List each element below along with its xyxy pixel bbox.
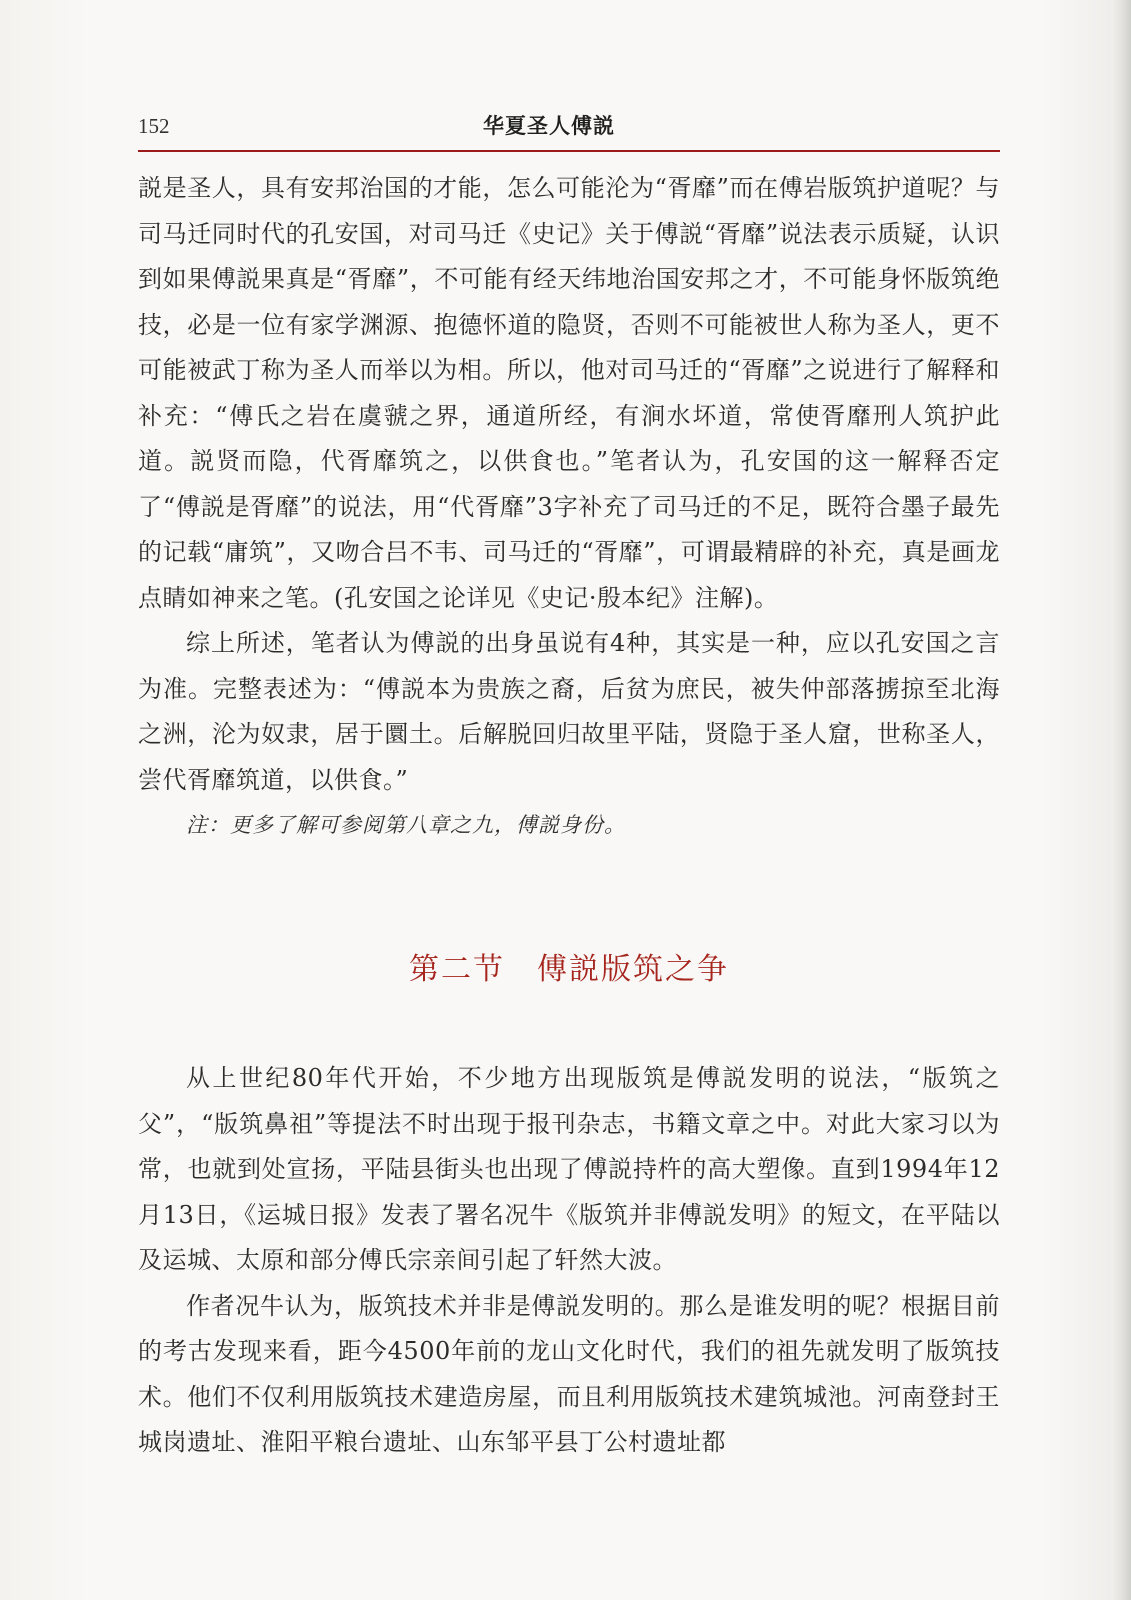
paragraph: 作者况牛认为，版筑技术并非是傅説发明的。那么是谁发明的呢？根据目前的考古发现来看，距今4500年前的龙山文化时代，我们的祖先就发明了版筑技术。他们不仅利用版筑技术建造房屋，而且利用版筑技术建筑城池。河南登封王城岗遗址、淮阳平粮台遗址、山东邹平县丁公村遗址都	[138, 1291, 1000, 1456]
body-text	[138, 166, 1000, 847]
page-number: 152	[138, 114, 170, 138]
paragraph: 从上世纪80年代开始，不少地方出现版筑是傅説发明的说法，“版筑之父”，“版筑鼻祖”等提法不时出现于报刊杂志，书籍文章之中。对此大家习以为常，也就到处宣扬，平陆县街头也出现了傅説持杵的高大塑像。直到1994年12月13日，《运城日报》发表了署名况牛《版筑并非傅説发明》的短文，在平陆以及运城、太原和部分傅氏宗亲间引起了轩然大波。	[138, 1064, 1000, 1274]
header-rule	[138, 150, 1000, 152]
paragraph: 説是圣人，具有安邦治国的才能，怎么可能沦为“胥靡”而在傅岩版筑护道呢？与司马迁同时代的孔安国，对司马迁《史记》关于傅説“胥靡”说法表示质疑，认识到如果傅説果真是“胥靡”，不可能有经天纬地治国安邦之才，不可能身怀版筑绝技，必是一位有家学渊源、抱德怀道的隐贤，否则不可能被世人称为圣人，更不可能被武丁称为圣人而举以为相。所以，他对司马迁的“胥靡”之说进行了解释和补充：“傅氏之岩在虞虢之界，通道所经，有涧水坏道，常使胥靡刑人筑护此道。説贤而隐，代胥靡筑之，以供食也。”笔者认为，孔安国的这一解释否定了“傅説是胥靡”的说法，用“代胥靡”3字补充了司马迁的不足，既符合墨子最先的记载“庸筑”，又吻合吕不韦、司马迁的“胥靡”，可谓最精辟的补充，真是画龙点睛如神来之笔。(孔安国之论详见《史记·殷本纪》注解)。	[138, 174, 1000, 612]
note: 注：更多了解可参阅第八章之九，傅説身份。	[186, 813, 626, 837]
section-title: 第二节 傅説版筑之争	[409, 952, 729, 987]
page-gutter-shadow	[1113, 0, 1131, 1600]
page-header	[138, 106, 1000, 154]
section-body	[138, 1056, 1000, 1466]
running-title: 华夏圣人傅説	[483, 114, 615, 138]
paragraph: 综上所述，笔者认为傅説的出身虽说有4种，其实是一种，应以孔安国之言为准。完整表述为：“傅説本为贵族之裔，后贫为庶民，被失仲部落掳掠至北海之洲，沦为奴隶，居于圜土。后解脱回归故里平陆，贤隐于圣人窟，世称圣人，尝代胥靡筑道，以供食。”	[138, 629, 1000, 794]
